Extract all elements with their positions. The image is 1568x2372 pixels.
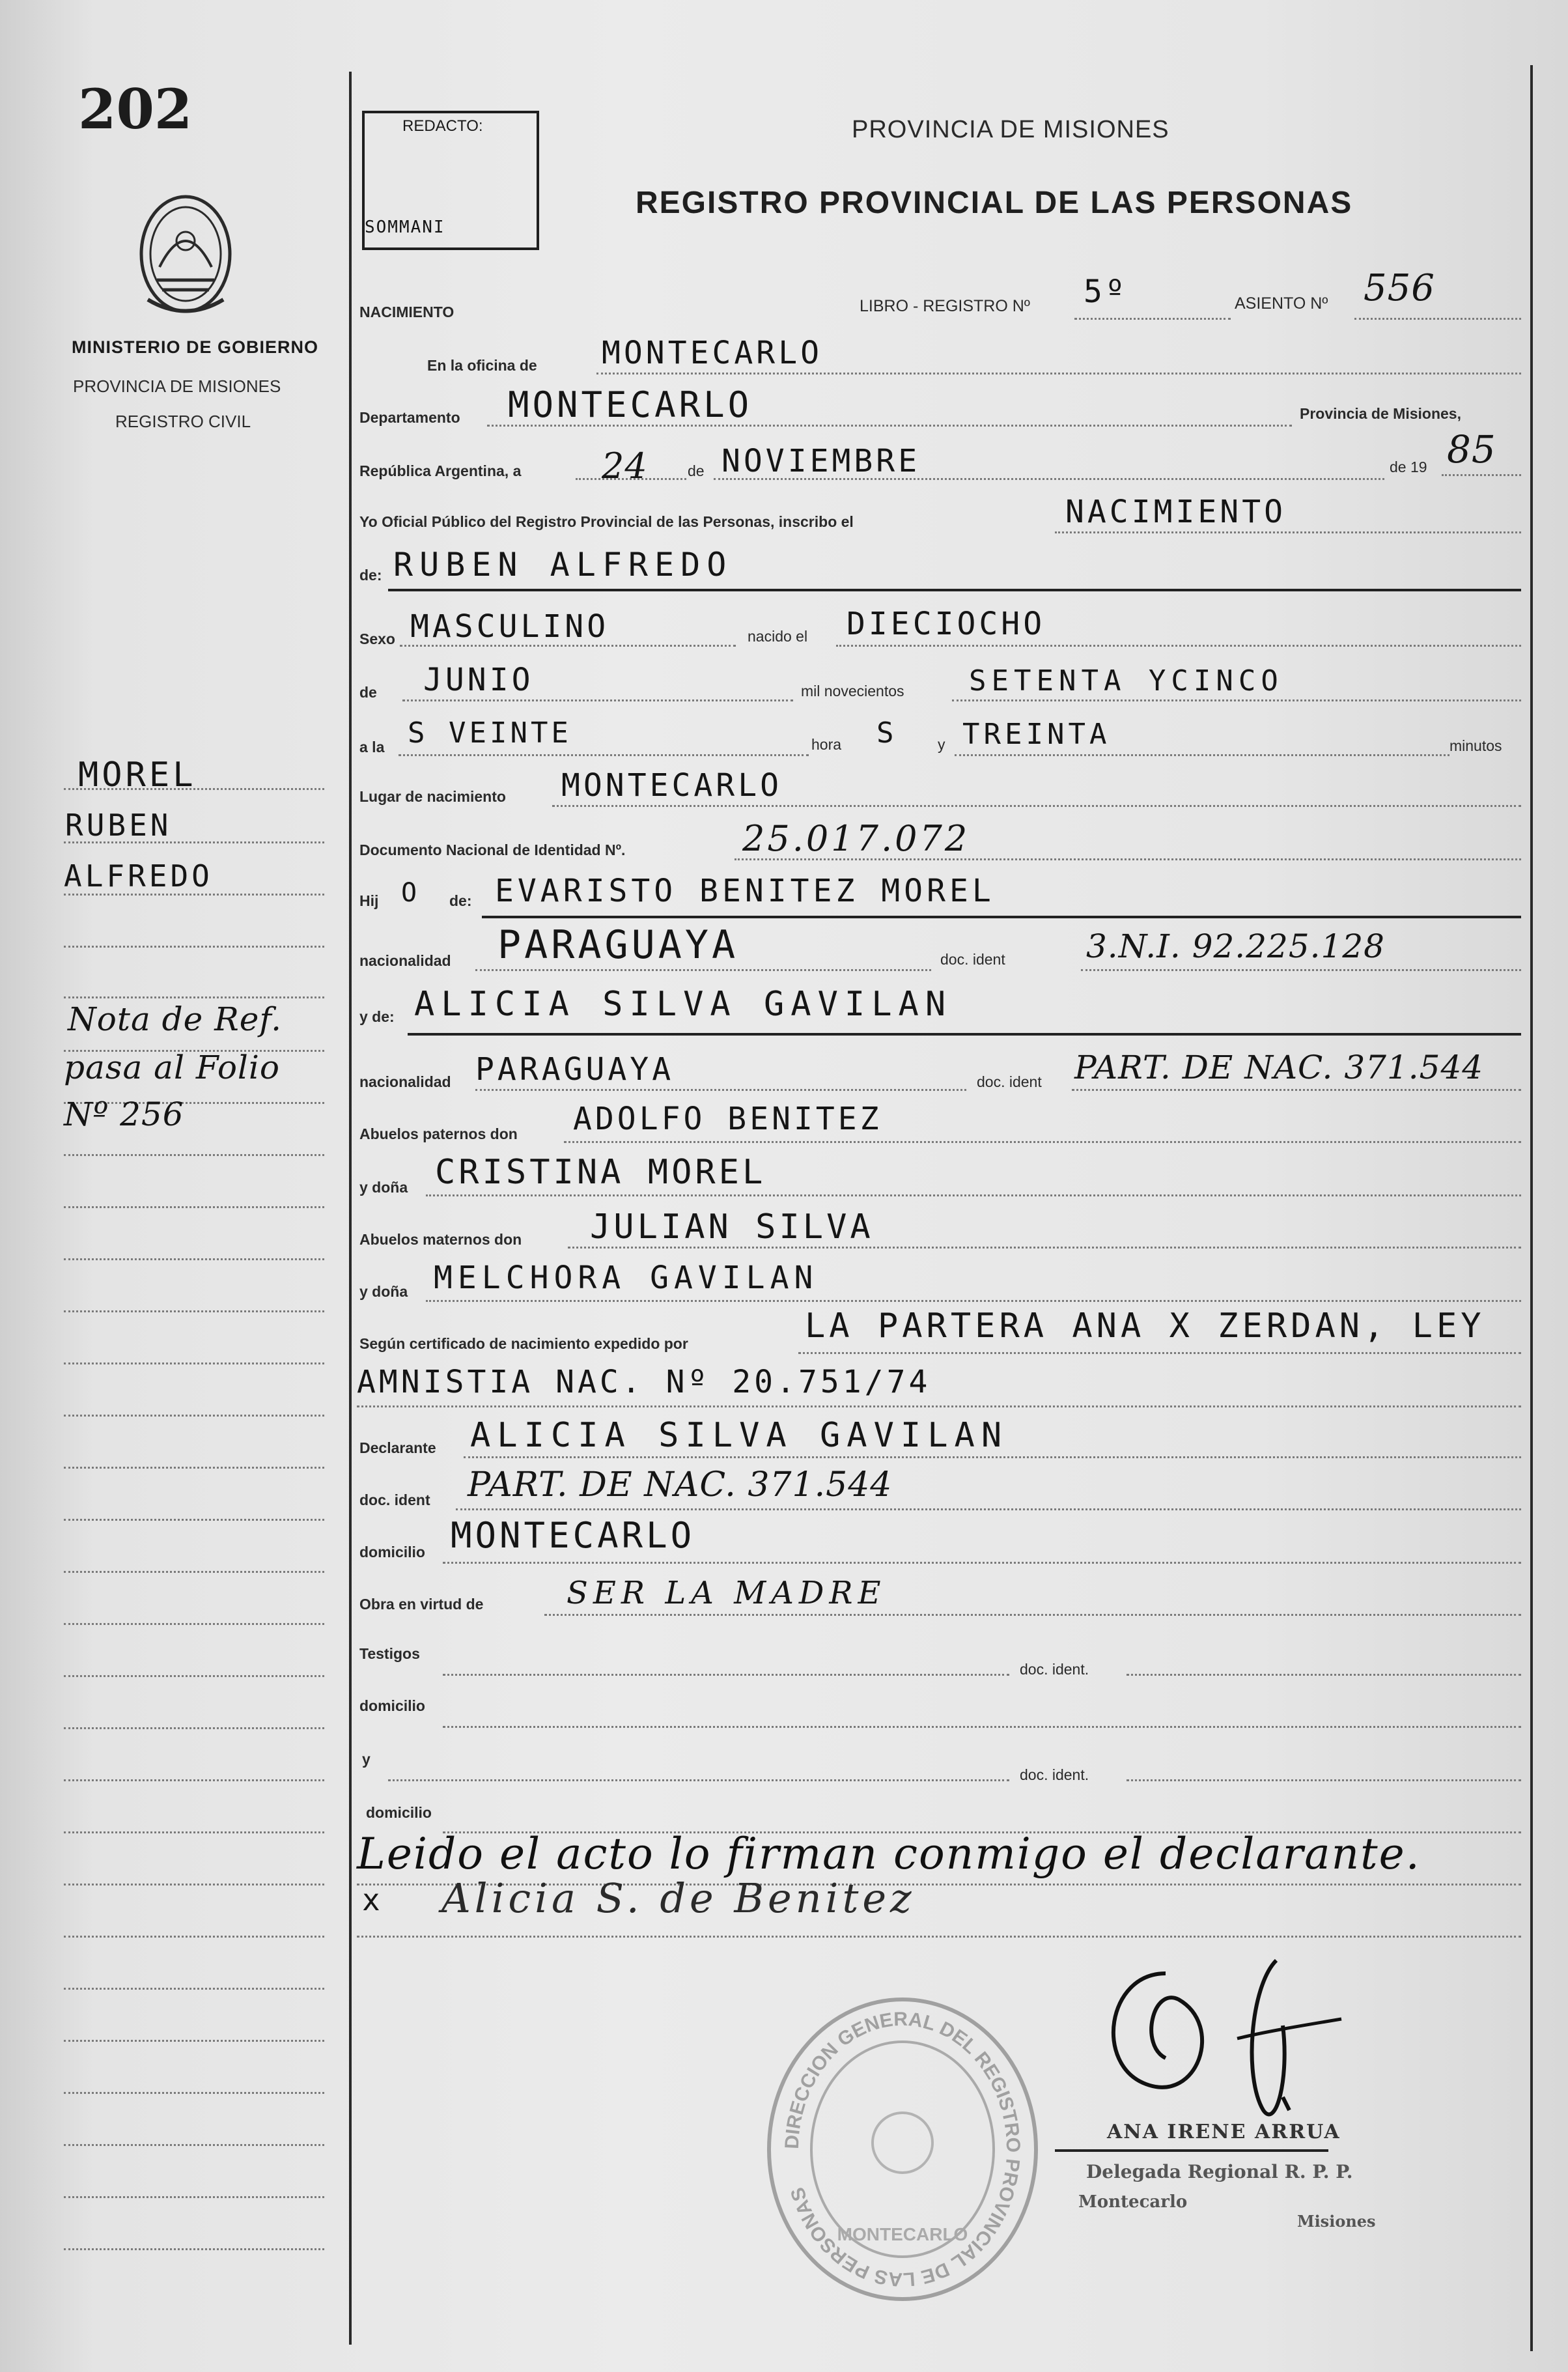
abuelos-paternos-label: Abuelos paternos don <box>359 1125 518 1142</box>
oficina-label: En la oficina de <box>427 357 537 374</box>
asiento-dotted-line <box>1354 318 1521 320</box>
departamento-dotted-line <box>487 425 1292 427</box>
libro-dotted-line <box>1074 318 1231 320</box>
nacido-dotted-line <box>836 645 1521 647</box>
anio-value: 85 <box>1447 427 1496 472</box>
de-mes-label: de <box>359 684 377 701</box>
abuela-paterna-value: CRISTINA MOREL <box>435 1153 766 1192</box>
nacionalidad-padre-dotted-line <box>475 969 931 971</box>
sexo-label: Sexo <box>359 630 395 647</box>
firma-dotted-line <box>357 1936 1521 1938</box>
sexo-dotted-line <box>400 645 736 647</box>
obra-value: SER LA MADRE <box>567 1575 886 1611</box>
sexo-value: MASCULINO <box>410 608 609 645</box>
official-round-stamp <box>759 1993 1046 2306</box>
padre-value: EVARISTO BENITEZ MOREL <box>495 873 995 909</box>
margin-dotted-line <box>64 1310 324 1312</box>
y-testigo-label: y <box>362 1751 371 1768</box>
abuela-paterna-label: y doña <box>359 1179 408 1196</box>
testigos-dotted-line <box>443 1674 1009 1676</box>
header-title: REGISTRO PROVINCIAL DE LAS PERSONAS <box>636 186 1353 220</box>
nacimiento-label: NACIMIENTO <box>359 304 455 320</box>
doc-ident-declarante-label: doc. ident <box>359 1491 430 1508</box>
redacto-label: REDACTO: <box>402 117 483 135</box>
margin-dotted-line <box>64 1675 324 1677</box>
asiento-value: 556 <box>1364 267 1435 309</box>
declarante-value: ALICIA SILVA GAVILAN <box>470 1416 1009 1455</box>
margin-dotted-line <box>64 1571 324 1573</box>
oficina-value: MONTECARLO <box>602 335 822 371</box>
abuelo-paterno-dotted-line <box>564 1141 1521 1143</box>
madre-label: y de: <box>359 1008 395 1025</box>
anio-nacimiento-value: SETENTA YCINCO <box>969 664 1283 698</box>
minutos-dotted-line <box>955 754 1449 756</box>
domicilio-declarante-dotted-line <box>443 1562 1521 1564</box>
alas-value: S VEINTE <box>408 716 572 750</box>
signature-line <box>1055 2149 1328 2152</box>
asiento-label: ASIENTO Nº <box>1235 294 1328 313</box>
hijo-de-label: de: <box>449 892 472 909</box>
stamp-center-text: MONTECARLO <box>837 2224 968 2244</box>
hora-value: S <box>876 716 897 750</box>
margin-dotted-line <box>64 1519 324 1521</box>
dni-value: 25.017.072 <box>742 818 970 859</box>
domicilio-declarante-value: MONTECARLO <box>451 1515 695 1556</box>
madre-underline <box>408 1033 1521 1036</box>
mes-value: NOVIEMBRE <box>721 443 921 479</box>
margin-dotted-line <box>64 2092 324 2094</box>
de19-label: de 19 <box>1390 459 1427 475</box>
republica-label: República Argentina, a <box>359 462 522 479</box>
certificado-value: LA PARTERA ANA X ZERDAN, LEY <box>805 1306 1485 1346</box>
margin-dotted-line <box>64 1727 324 1729</box>
nombre-label: de: <box>359 567 382 584</box>
de-label: de <box>688 462 705 479</box>
obra-label: Obra en virtud de <box>359 1596 484 1613</box>
margin-dotted-line <box>64 1936 324 1938</box>
libro-value: 5º <box>1084 274 1128 310</box>
nacionalidad-padre-value: PARAGUAYA <box>497 922 739 968</box>
minutos-value: TREINTA <box>962 718 1111 751</box>
ministry-label: MINISTERIO DE GOBIERNO <box>72 337 319 357</box>
lugar-value: MONTECARLO <box>561 767 782 804</box>
mes-dotted-line <box>714 478 1384 480</box>
abuelo-materno-dotted-line <box>568 1247 1521 1249</box>
margin-dotted-line <box>64 1206 324 1208</box>
nacido-value: DIECIOCHO <box>847 606 1046 642</box>
margin-dotted-line <box>64 2040 324 2042</box>
y-hora-label: y <box>938 736 945 753</box>
abuela-materna-value: MELCHORA GAVILAN <box>434 1260 819 1296</box>
nacionalidad-padre-label: nacionalidad <box>359 952 451 969</box>
testigos-domicilio-dotted-line <box>443 1726 1521 1728</box>
abuela-materna-label: y doña <box>359 1283 408 1300</box>
hora-label: hora <box>811 736 842 753</box>
mil-novecientos-label: mil novecientos <box>801 683 904 699</box>
testigos-doc-ident-label: doc. ident. <box>1020 1661 1089 1678</box>
margin-surname: MOREL <box>78 755 197 795</box>
inscribo-value: NACIMIENTO <box>1065 494 1286 530</box>
certificado-continuation: AMNISTIA NAC. Nº 20.751/74 <box>357 1364 931 1400</box>
nacido-label: nacido el <box>748 628 808 645</box>
doc-ident-declarante-value: PART. DE NAC. 371.544 <box>468 1465 893 1504</box>
abuelo-paterno-value: ADOLFO BENITEZ <box>573 1101 882 1137</box>
leido-statement: Leido el acto lo firman conmigo el declarante. <box>357 1829 1421 1879</box>
doc-ident-padre-dotted-line <box>1081 969 1521 971</box>
abuelos-maternos-label: Abuelos maternos don <box>359 1231 522 1248</box>
registro-civil-label: REGISTRO CIVIL <box>115 412 251 431</box>
declarante-signature: Alicia S. de Benitez <box>441 1874 916 1922</box>
margin-dotted-line <box>64 1831 324 1833</box>
margin-dotted-line <box>64 996 324 998</box>
testigo2-doc-ident-dotted-line <box>1127 1779 1521 1781</box>
nacionalidad-madre-label: nacionalidad <box>359 1073 451 1090</box>
margin-dotted-line <box>64 1467 324 1469</box>
margin-dotted-line <box>64 1988 324 1990</box>
nombre-underline <box>388 589 1521 591</box>
official-place-2: Misiones <box>1297 2212 1376 2231</box>
left-column-border <box>349 72 352 2345</box>
margin-note-line1: Nota de Ref. <box>68 1000 282 1038</box>
oficina-dotted-line <box>596 373 1521 374</box>
left-province-label: PROVINCIA DE MISIONES <box>73 376 281 396</box>
testigos-domicilio-label: domicilio <box>359 1697 425 1714</box>
doc-ident-madre-dotted-line <box>1072 1089 1521 1091</box>
margin-first-name: RUBEN <box>65 808 172 843</box>
testigo2-doc-ident-label: doc. ident. <box>1020 1766 1089 1783</box>
minutos-label: minutos <box>1449 737 1502 754</box>
dni-label: Documento Nacional de Identidad Nº. <box>359 841 626 858</box>
alas-label: a la <box>359 739 385 755</box>
official-name: ANA IRENE ARRUA <box>1107 2121 1341 2143</box>
abuela-paterna-dotted-line <box>426 1194 1521 1196</box>
abuelo-materno-value: JULIAN SILVA <box>590 1207 874 1247</box>
testigo2-domicilio-label: domicilio <box>366 1804 432 1821</box>
mes-nacimiento-value: JUNIO <box>423 662 534 698</box>
testigos-doc-ident-dotted-line <box>1127 1674 1521 1676</box>
right-column-border <box>1530 65 1533 2351</box>
provincia-label: Provincia de Misiones, <box>1300 405 1461 422</box>
margin-dotted-line <box>64 894 324 896</box>
header-province: PROVINCIA DE MISIONES <box>852 116 1169 143</box>
certificado-label: Según certificado de nacimiento expedido por <box>359 1335 688 1352</box>
mes-nacimiento-dotted-line <box>402 699 793 701</box>
madre-value: ALICIA SILVA GAVILAN <box>414 985 953 1024</box>
declarante-label: Declarante <box>359 1439 436 1456</box>
libro-label: LIBRO - REGISTRO Nº <box>860 297 1030 315</box>
anio-nacimiento-dotted-line <box>952 699 1521 701</box>
margin-dotted-line <box>64 2144 324 2146</box>
doc-ident-padre-value: 3.N.I. 92.225.128 <box>1086 927 1385 965</box>
official-place-1: Montecarlo <box>1078 2192 1188 2212</box>
nombre-value: RUBEN ALFREDO <box>393 546 733 584</box>
lugar-dotted-line <box>552 805 1521 807</box>
hijo-suffix: O <box>401 878 421 908</box>
inscribo-label: Yo Oficial Público del Registro Provincial de las Personas, inscribo el <box>359 513 854 530</box>
doc-ident-padre-label: doc. ident <box>940 951 1005 968</box>
doc-ident-declarante-dotted-line <box>456 1508 1521 1510</box>
stamp-ring-text: DIRECCION GENERAL DEL REGISTRO PROVINCIAL DE LAS PERSONAS <box>781 2008 1024 2291</box>
margin-dotted-line <box>64 2248 324 2250</box>
dia-value: 24 <box>602 445 648 487</box>
margin-dotted-line <box>64 1415 324 1417</box>
margin-dotted-line <box>64 946 324 948</box>
anio-dotted-line <box>1442 474 1521 476</box>
hijo-label: Hij <box>359 892 379 909</box>
svg-text:DIRECCION GENERAL DEL REGISTRO <box>781 2009 1024 2291</box>
margin-middle-name: ALFREDO <box>64 858 213 894</box>
provincial-coat-of-arms-icon <box>133 189 238 319</box>
margin-note-line2: pasa al Folio <box>64 1049 281 1086</box>
redacto-value: SOMMANI <box>365 218 445 237</box>
x-mark: x <box>362 1882 384 1917</box>
abuela-materna-dotted-line <box>426 1300 1521 1302</box>
dni-dotted-line <box>735 858 1521 860</box>
nacionalidad-madre-dotted-line <box>475 1089 966 1091</box>
y-testigo-dotted-line <box>388 1779 1009 1781</box>
dia-dotted-line <box>576 478 686 480</box>
declarante-dotted-line <box>464 1456 1521 1458</box>
margin-dotted-line <box>64 1779 324 1781</box>
testigos-label: Testigos <box>359 1645 420 1662</box>
doc-ident-madre-value: PART. DE NAC. 371.544 <box>1074 1049 1484 1086</box>
alas-dotted-line <box>399 754 809 756</box>
margin-dotted-line <box>64 1362 324 1364</box>
departamento-label: Departamento <box>359 409 460 426</box>
margin-dotted-line <box>64 1154 324 1156</box>
padre-underline <box>482 916 1521 918</box>
obra-dotted-line <box>544 1614 1521 1616</box>
margin-note-line3: Nº 256 <box>64 1095 184 1133</box>
margin-dotted-line <box>64 1258 324 1260</box>
lugar-label: Lugar de nacimiento <box>359 788 506 805</box>
domicilio-declarante-label: domicilio <box>359 1544 425 1560</box>
certificado-continuation-dotted-line <box>357 1405 1521 1407</box>
certificado-dotted-line <box>798 1352 1521 1354</box>
doc-ident-madre-label: doc. ident <box>977 1073 1042 1090</box>
margin-dotted-line <box>64 1884 324 1885</box>
official-title: Delegada Regional R. P. P. <box>1086 2161 1353 2182</box>
departamento-value: MONTECARLO <box>508 384 753 425</box>
page-number: 202 <box>78 77 193 141</box>
margin-dotted-line <box>64 2196 324 2198</box>
margin-dotted-line <box>64 1623 324 1625</box>
inscribo-dotted-line <box>1055 531 1521 533</box>
nacionalidad-madre-value: PARAGUAYA <box>475 1051 675 1088</box>
